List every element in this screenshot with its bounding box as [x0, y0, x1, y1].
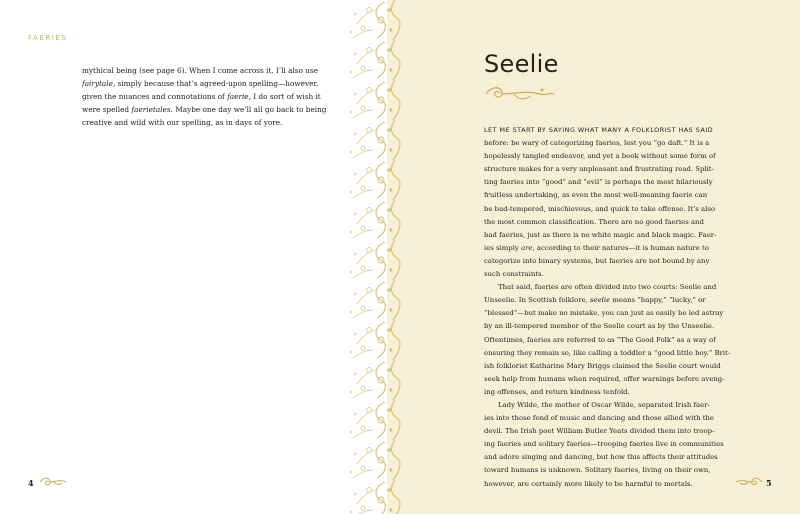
lace-border-ornament	[345, 0, 413, 514]
flourish-ornament-icon	[734, 476, 764, 488]
text-line: categorize into binary systems, but faeries are not bound by any	[484, 256, 710, 265]
text-line: ensuring they remain so, like calling a toddler a “good little boy.” Brit-	[484, 348, 731, 357]
text-line: Oftentimes, faeries are referred to as “The Good Folk” as a way of	[484, 335, 716, 344]
text-line: Unseelie. In Scottish folklore, seelie means “happy,” “lucky,” or	[484, 296, 706, 305]
text-line: ish folklorist Katharine Mary Briggs claimed the Seelie court would	[484, 361, 721, 370]
text-line: That said, faeries are often divided into two courts: Seelie and	[498, 283, 717, 292]
text-line: ing offenses, and return kindness tenfold.	[484, 387, 630, 396]
text-line: bad faeries, just as there is no white magic and black magic. Faer-	[484, 230, 717, 239]
text-line: by an ill-tempered member of the Seelie court as by the Unseelie.	[484, 322, 715, 331]
text-line: toward humans is unknown. Solitary faeries, living on their own,	[484, 466, 711, 475]
text-line: creative and wild with our spelling, as in days of yore.	[82, 118, 283, 127]
text-line: ing faeries and solitary faeries—trooping faeries live in communities	[484, 440, 724, 449]
text-line: be bad-tempered, mischievous, and quick to take offense. It’s also	[484, 204, 716, 213]
text-line: and adore singing and dancing, but how this affects their attitudes	[484, 453, 718, 462]
text-line: were spelled faerietales. Maybe one day we’ll all go back to being	[82, 105, 327, 114]
text-line: ies simply are, according to their natures—it is human nature to	[484, 243, 709, 252]
page-number-right: 5	[766, 478, 772, 488]
text-line: ting faeries into “good” and “evil” is perhaps the most hilariously	[484, 178, 713, 187]
text-line: fairytale, simply because that’s agreed-upon spelling—however,	[82, 79, 319, 88]
text-line: devil. The Irish poet William Butler Yeats divided them into troop-	[484, 427, 715, 436]
text-line: hopelessly tangled endeavor, and yet a book without some form of	[484, 152, 716, 161]
text-line: Lady Wilde, the mother of Oscar Wilde, separated Irish faer-	[498, 400, 710, 409]
text-line: structure makes for a very unpleasant and frustrating read. Split-	[484, 165, 714, 174]
text-line: before: be wary of categorizing faeries, lest you “go daft.” It is a	[484, 139, 710, 148]
title-flourish-icon	[484, 84, 556, 104]
text-line: given the nuances and connotations of faerie, I do sort of wish it	[82, 92, 321, 101]
text-line: fruitless undertaking, as even the most well-meaning faerie can	[484, 191, 708, 200]
chapter-title: Seelie	[484, 50, 559, 78]
running-head: FAERIES	[28, 34, 68, 42]
text-line: “blessed”—but make no mistake, you can just as easily be led astray	[484, 309, 724, 318]
flourish-ornament-icon	[38, 476, 68, 488]
text-line: seek help from humans when required, offer warnings before aveng-	[484, 374, 725, 383]
page-number-left: 4	[28, 478, 34, 488]
text-line: however, are certainly more likely to be harmful to mortals.	[484, 479, 693, 488]
lead-in-smallcaps: LET ME START BY SAYING WHAT MANY A FOLKLORIST HAS SAID	[484, 126, 714, 134]
text-line: such constraints.	[484, 270, 544, 279]
lead-in-line	[484, 124, 768, 137]
text-line: the most common classification. There are no good faeries and	[484, 217, 704, 226]
text-line: ies into those fond of music and dancing and those allied with the	[484, 414, 715, 423]
right-page-text	[484, 124, 768, 491]
text-line: mythical being (see page 6). When I come across it, I’ll also use	[82, 66, 319, 75]
left-page-text	[82, 64, 334, 129]
